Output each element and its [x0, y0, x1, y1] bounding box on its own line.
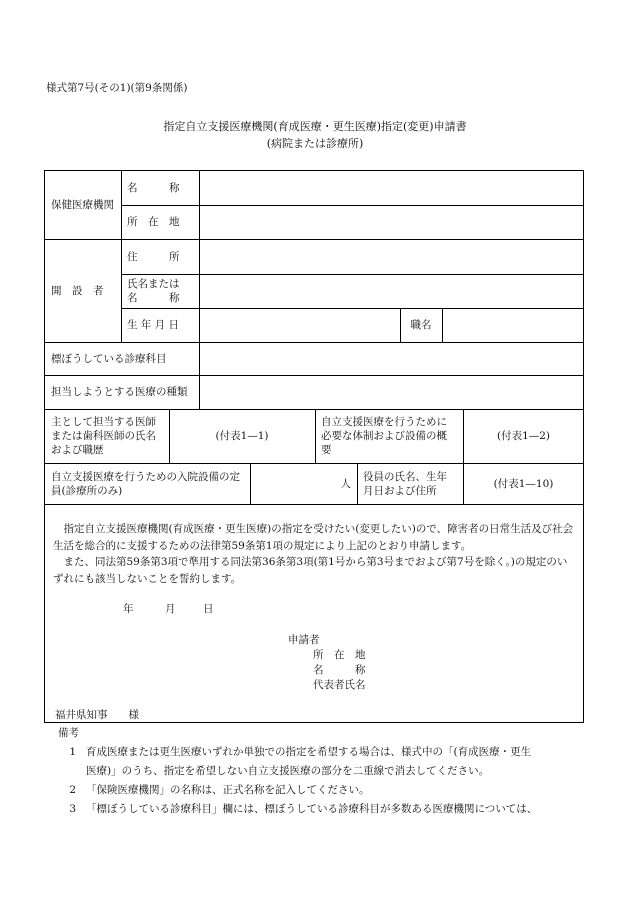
- title-line-2: (病院または診療所): [266, 137, 364, 150]
- name-field[interactable]: [199, 171, 584, 205]
- applicant-representative-label: 代表者氏名: [313, 679, 366, 691]
- address-label: 所 在 地: [127, 216, 180, 228]
- birthdate-field[interactable]: [199, 308, 400, 342]
- attachment-1-10: (付表1—10): [493, 477, 554, 490]
- founder-header: 開 設 者: [51, 284, 104, 297]
- applicant-name-label: 名 称: [313, 664, 366, 676]
- main-doctor-label: 主として担当する医師または歯科医師の氏名および職歴: [51, 416, 156, 456]
- addressee: 福井県知事 様: [55, 709, 139, 721]
- applicant-block: [288, 633, 366, 693]
- applicant-label: 申請者: [288, 634, 320, 646]
- note-text: 「標ぼうしている診療科目」欄には、標ぼうしている診療科目が多数ある医療機関については、: [86, 803, 538, 815]
- departments-label: 標ぼうしている診療科目: [51, 352, 167, 365]
- inpatient-label: 自立支援医療を行うための入院設備の定員(診療所のみ): [51, 470, 240, 497]
- applicant-address-label: 所 在 地: [313, 649, 366, 661]
- date-line: [123, 601, 214, 616]
- notes: [44, 724, 589, 819]
- birthdate-label: 生 年 月 日: [127, 319, 180, 331]
- residence-label: 住 所: [127, 250, 180, 263]
- officers-label: 役員の氏名、生年月日および住所: [363, 470, 447, 497]
- declaration-paragraph-1: 指定自立支援医療機関(育成医療・更生医療)の指定を受けたい(変更したい)ので、障害者の日常生活及び社会生活を総合的に支援するための法律第59条第1項の規定により上記のとおり申請します。: [53, 523, 574, 552]
- founder-name-label: 氏名または 名 称: [127, 278, 180, 304]
- notes-heading: 備考: [58, 727, 79, 739]
- form-number: 様式第7号(その1)(第9条関係): [46, 82, 188, 94]
- note-item: [44, 781, 589, 800]
- attachment-1-2: (付表1—2): [496, 430, 551, 442]
- institution-header: 保健医療機関: [51, 199, 114, 211]
- persons-unit: 人: [340, 477, 351, 490]
- title-line-1: 指定自立支援医療機関(育成医療・更生医療)指定(変更)申請書: [163, 120, 467, 133]
- declaration-paragraph-2: また、同法第59条第3項で準用する同法第36条第3項(第1号から第3号までおよび第7号を除く。)の規定のいずれにも該当しないことを誓約します。: [53, 556, 568, 585]
- note-number: 3: [69, 803, 76, 815]
- note-text: 「保険医療機関」の名称は、正式名称を記入してください。: [86, 784, 370, 796]
- date-day: 日: [203, 603, 214, 615]
- residence-field[interactable]: [199, 239, 584, 274]
- note-continuation: 医療)」のうち、指定を希望しない自立支援医療の部分を二重線で消去してください。: [86, 765, 490, 777]
- system-label: 自立支援医療を行うために必要な体制および設備の概要: [321, 416, 447, 456]
- position-label: 職名: [410, 319, 432, 331]
- attachment-1-1: (付表1—1): [215, 430, 269, 442]
- departments-field[interactable]: [199, 342, 584, 375]
- date-year: 年: [123, 603, 134, 615]
- application-form-table: [44, 170, 584, 723]
- note-number: 2: [69, 784, 76, 796]
- date-month: 月: [165, 603, 176, 615]
- name-label: 名 称: [127, 182, 180, 194]
- document-title: [0, 118, 630, 152]
- note-text: 育成医療または更生医療いずれか単独での指定を希望する場合は、様式中の「(育成医療・更生: [86, 746, 532, 758]
- care-type-label: 担当しようとする医療の種類: [51, 386, 188, 398]
- note-item: [44, 800, 589, 819]
- position-field[interactable]: [442, 308, 584, 342]
- declaration: [53, 521, 577, 587]
- note-item: [44, 743, 589, 762]
- note-number: 1: [69, 746, 76, 758]
- founder-name-field[interactable]: [199, 274, 584, 308]
- care-type-field[interactable]: [199, 375, 584, 409]
- address-field[interactable]: [199, 205, 584, 239]
